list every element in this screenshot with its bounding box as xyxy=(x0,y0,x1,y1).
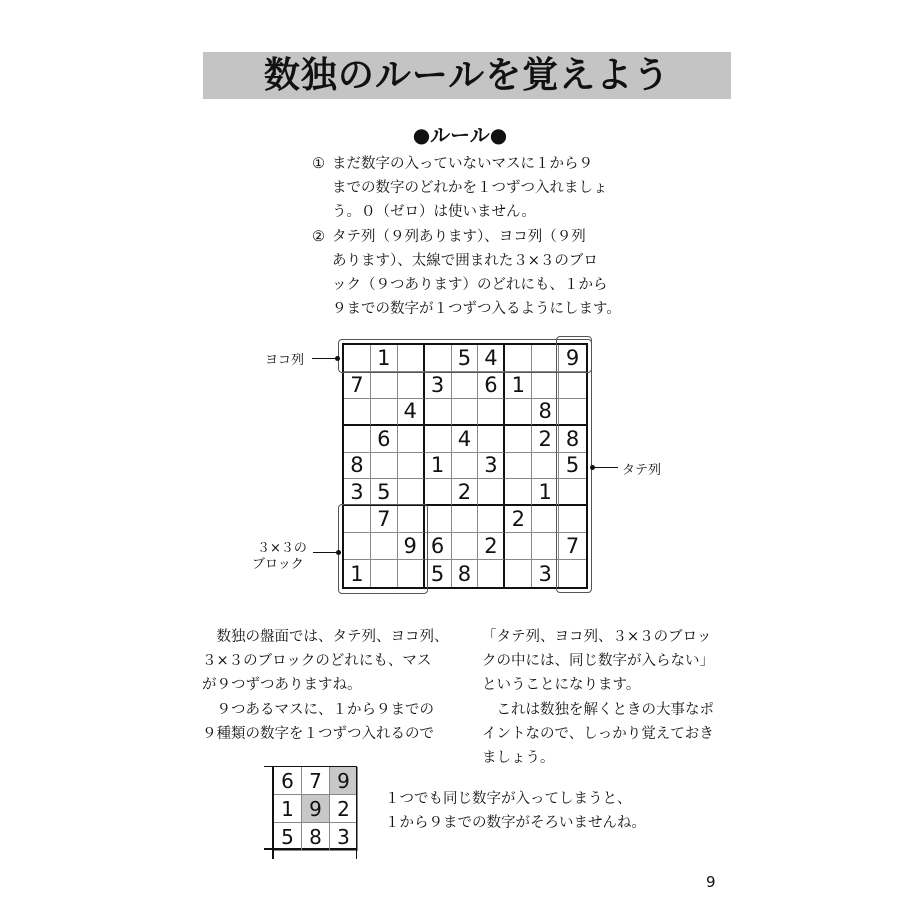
rule-line: あります）、太線で囲まれた３×３のブロ xyxy=(332,252,598,269)
body-line: イントなので、しっかり覚えておき xyxy=(482,725,714,742)
mini-grid-bottom-extension xyxy=(264,848,272,850)
mini-cell: 6 xyxy=(274,767,302,795)
sudoku-cell xyxy=(398,453,425,480)
sudoku-cell xyxy=(505,533,532,560)
row-callout-dot xyxy=(335,356,340,361)
body-line: ９種類の数字を１つずつ入れるので xyxy=(202,725,434,742)
sudoku-cell xyxy=(398,372,425,399)
mini-grid-left-extension xyxy=(272,849,274,859)
sudoku-cell: 1 xyxy=(505,372,532,399)
sudoku-cell: 9 xyxy=(398,533,425,560)
sudoku-cell xyxy=(505,560,532,587)
body-left-column xyxy=(202,625,449,746)
mini-cell: 9 xyxy=(302,795,330,823)
sudoku-cell xyxy=(478,560,505,587)
rules-list xyxy=(312,152,652,321)
body-line: ９つあるマスに、１から９までの xyxy=(202,701,434,718)
sudoku-cell: 6 xyxy=(371,426,398,453)
sudoku-cell xyxy=(425,506,452,533)
rule-line: う。０（ゼロ）は使いません。 xyxy=(332,204,536,221)
sudoku-cell: 9 xyxy=(559,345,586,372)
column-callout-line xyxy=(592,467,618,468)
mini-cell: 3 xyxy=(330,823,358,851)
mini-cell: 7 xyxy=(302,767,330,795)
body-line: ということになります。 xyxy=(482,677,641,694)
mini-grid-right-extension xyxy=(356,766,357,859)
rule-line: まだ数字の入っていないマスに１から９ xyxy=(332,156,593,172)
sudoku-cell xyxy=(478,426,505,453)
sudoku-cell: 3 xyxy=(425,372,452,399)
mini-cell: 9 xyxy=(330,767,358,795)
sudoku-cell: 3 xyxy=(532,560,559,587)
sudoku-cell: 4 xyxy=(452,426,479,453)
sudoku-cell: 1 xyxy=(344,560,371,587)
sudoku-cell: 2 xyxy=(478,533,505,560)
sudoku-cell: 5 xyxy=(559,453,586,480)
rule-item xyxy=(312,152,652,225)
sudoku-cell: 8 xyxy=(559,426,586,453)
mini-cell: 5 xyxy=(274,823,302,851)
sudoku-cell xyxy=(344,399,371,426)
sudoku-cell: 1 xyxy=(371,345,398,372)
sudoku-cell: 2 xyxy=(505,506,532,533)
sudoku-cell: 4 xyxy=(398,399,425,426)
sudoku-cell: 4 xyxy=(478,345,505,372)
sudoku-cell xyxy=(425,399,452,426)
sudoku-cell xyxy=(452,399,479,426)
mini-explanation-line: １から９までの数字がそろいませんね。 xyxy=(385,815,646,832)
body-line: 「タテ列、ヨコ列、３×３のブロッ xyxy=(482,629,712,645)
sudoku-cell xyxy=(478,506,505,533)
rule-number: ① xyxy=(312,156,325,172)
sudoku-cell xyxy=(452,506,479,533)
body-line: これは数独を解くときの大事なポ xyxy=(482,701,714,718)
sudoku-cell: 5 xyxy=(425,560,452,587)
sudoku-example xyxy=(342,343,588,589)
sudoku-cell xyxy=(452,372,479,399)
sudoku-cell xyxy=(478,479,505,506)
mini-cell: 2 xyxy=(330,795,358,823)
sudoku-cell xyxy=(344,426,371,453)
sudoku-cell: 8 xyxy=(532,399,559,426)
mini-explanation-line: １つでも同じ数字が入ってしまうと、 xyxy=(385,791,632,807)
mini-cell: 8 xyxy=(302,823,330,851)
sudoku-cell: 7 xyxy=(371,506,398,533)
sudoku-cell: 5 xyxy=(371,479,398,506)
block-highlight xyxy=(338,504,428,594)
sudoku-cell xyxy=(425,479,452,506)
sudoku-cell: 7 xyxy=(344,372,371,399)
body-right-column xyxy=(482,625,714,770)
sudoku-cell xyxy=(371,372,398,399)
sudoku-cell xyxy=(505,426,532,453)
sudoku-cell: 2 xyxy=(452,479,479,506)
sudoku-cell xyxy=(398,426,425,453)
body-line: ３×３のブロックのどれにも、マス xyxy=(202,653,432,670)
sudoku-cell xyxy=(371,399,398,426)
sudoku-cell: 3 xyxy=(344,479,371,506)
rule-line: タテ列（９列あります）、ヨコ列（９列 xyxy=(332,228,586,245)
sudoku-cell: 6 xyxy=(425,533,452,560)
sudoku-cell xyxy=(478,399,505,426)
mini-grid-top-extension xyxy=(264,766,272,767)
sudoku-cell xyxy=(505,453,532,480)
body-line: が９つずつありますね。 xyxy=(202,677,362,694)
body-line: ましょう。 xyxy=(482,750,555,767)
sudoku-cell xyxy=(452,533,479,560)
mini-cell: 1 xyxy=(274,795,302,823)
block-label-line2: ブロック xyxy=(252,557,304,572)
row-highlight xyxy=(338,339,592,373)
mini-grid-example xyxy=(272,766,356,850)
block-callout-dot xyxy=(336,550,341,555)
sudoku-cell xyxy=(452,453,479,480)
sudoku-cell xyxy=(371,453,398,480)
sudoku-cell: 2 xyxy=(532,426,559,453)
column-label: タテ列 xyxy=(622,463,662,478)
body-line: クの中には、同じ数字が入らない」 xyxy=(482,653,714,670)
sudoku-cell xyxy=(425,426,452,453)
sudoku-cell xyxy=(505,479,532,506)
sudoku-cell: 6 xyxy=(478,372,505,399)
sudoku-cell xyxy=(505,399,532,426)
sudoku-cell: 8 xyxy=(452,560,479,587)
sudoku-cell: 5 xyxy=(452,345,479,372)
sudoku-cell: 1 xyxy=(425,453,452,480)
column-highlight xyxy=(556,336,592,593)
rule-heading: ●ルール● xyxy=(412,123,508,147)
page-number: 9 xyxy=(706,873,716,891)
sudoku-cell: 1 xyxy=(532,479,559,506)
body-line: 数独の盤面では、タテ列、ヨコ列、 xyxy=(202,629,449,645)
sudoku-cell: 3 xyxy=(478,453,505,480)
page-title: 数独のルールを覚えよう xyxy=(263,55,671,96)
rule-item xyxy=(312,225,652,322)
rule-number: ② xyxy=(312,228,325,245)
block-label-line1: ３×３の xyxy=(257,541,307,556)
row-label: ヨコ列 xyxy=(265,353,305,368)
rule-line: ９までの数字が１つずつ入るようにします。 xyxy=(332,301,621,318)
rule-line: ック（９つあります）のどれにも、１から xyxy=(332,277,608,294)
rule-line: までの数字のどれかを１つずつ入れましょ xyxy=(332,180,608,197)
sudoku-cell: 8 xyxy=(344,453,371,480)
sudoku-cell xyxy=(398,479,425,506)
sudoku-cell: 7 xyxy=(559,533,586,560)
mini-explanation xyxy=(385,787,646,835)
